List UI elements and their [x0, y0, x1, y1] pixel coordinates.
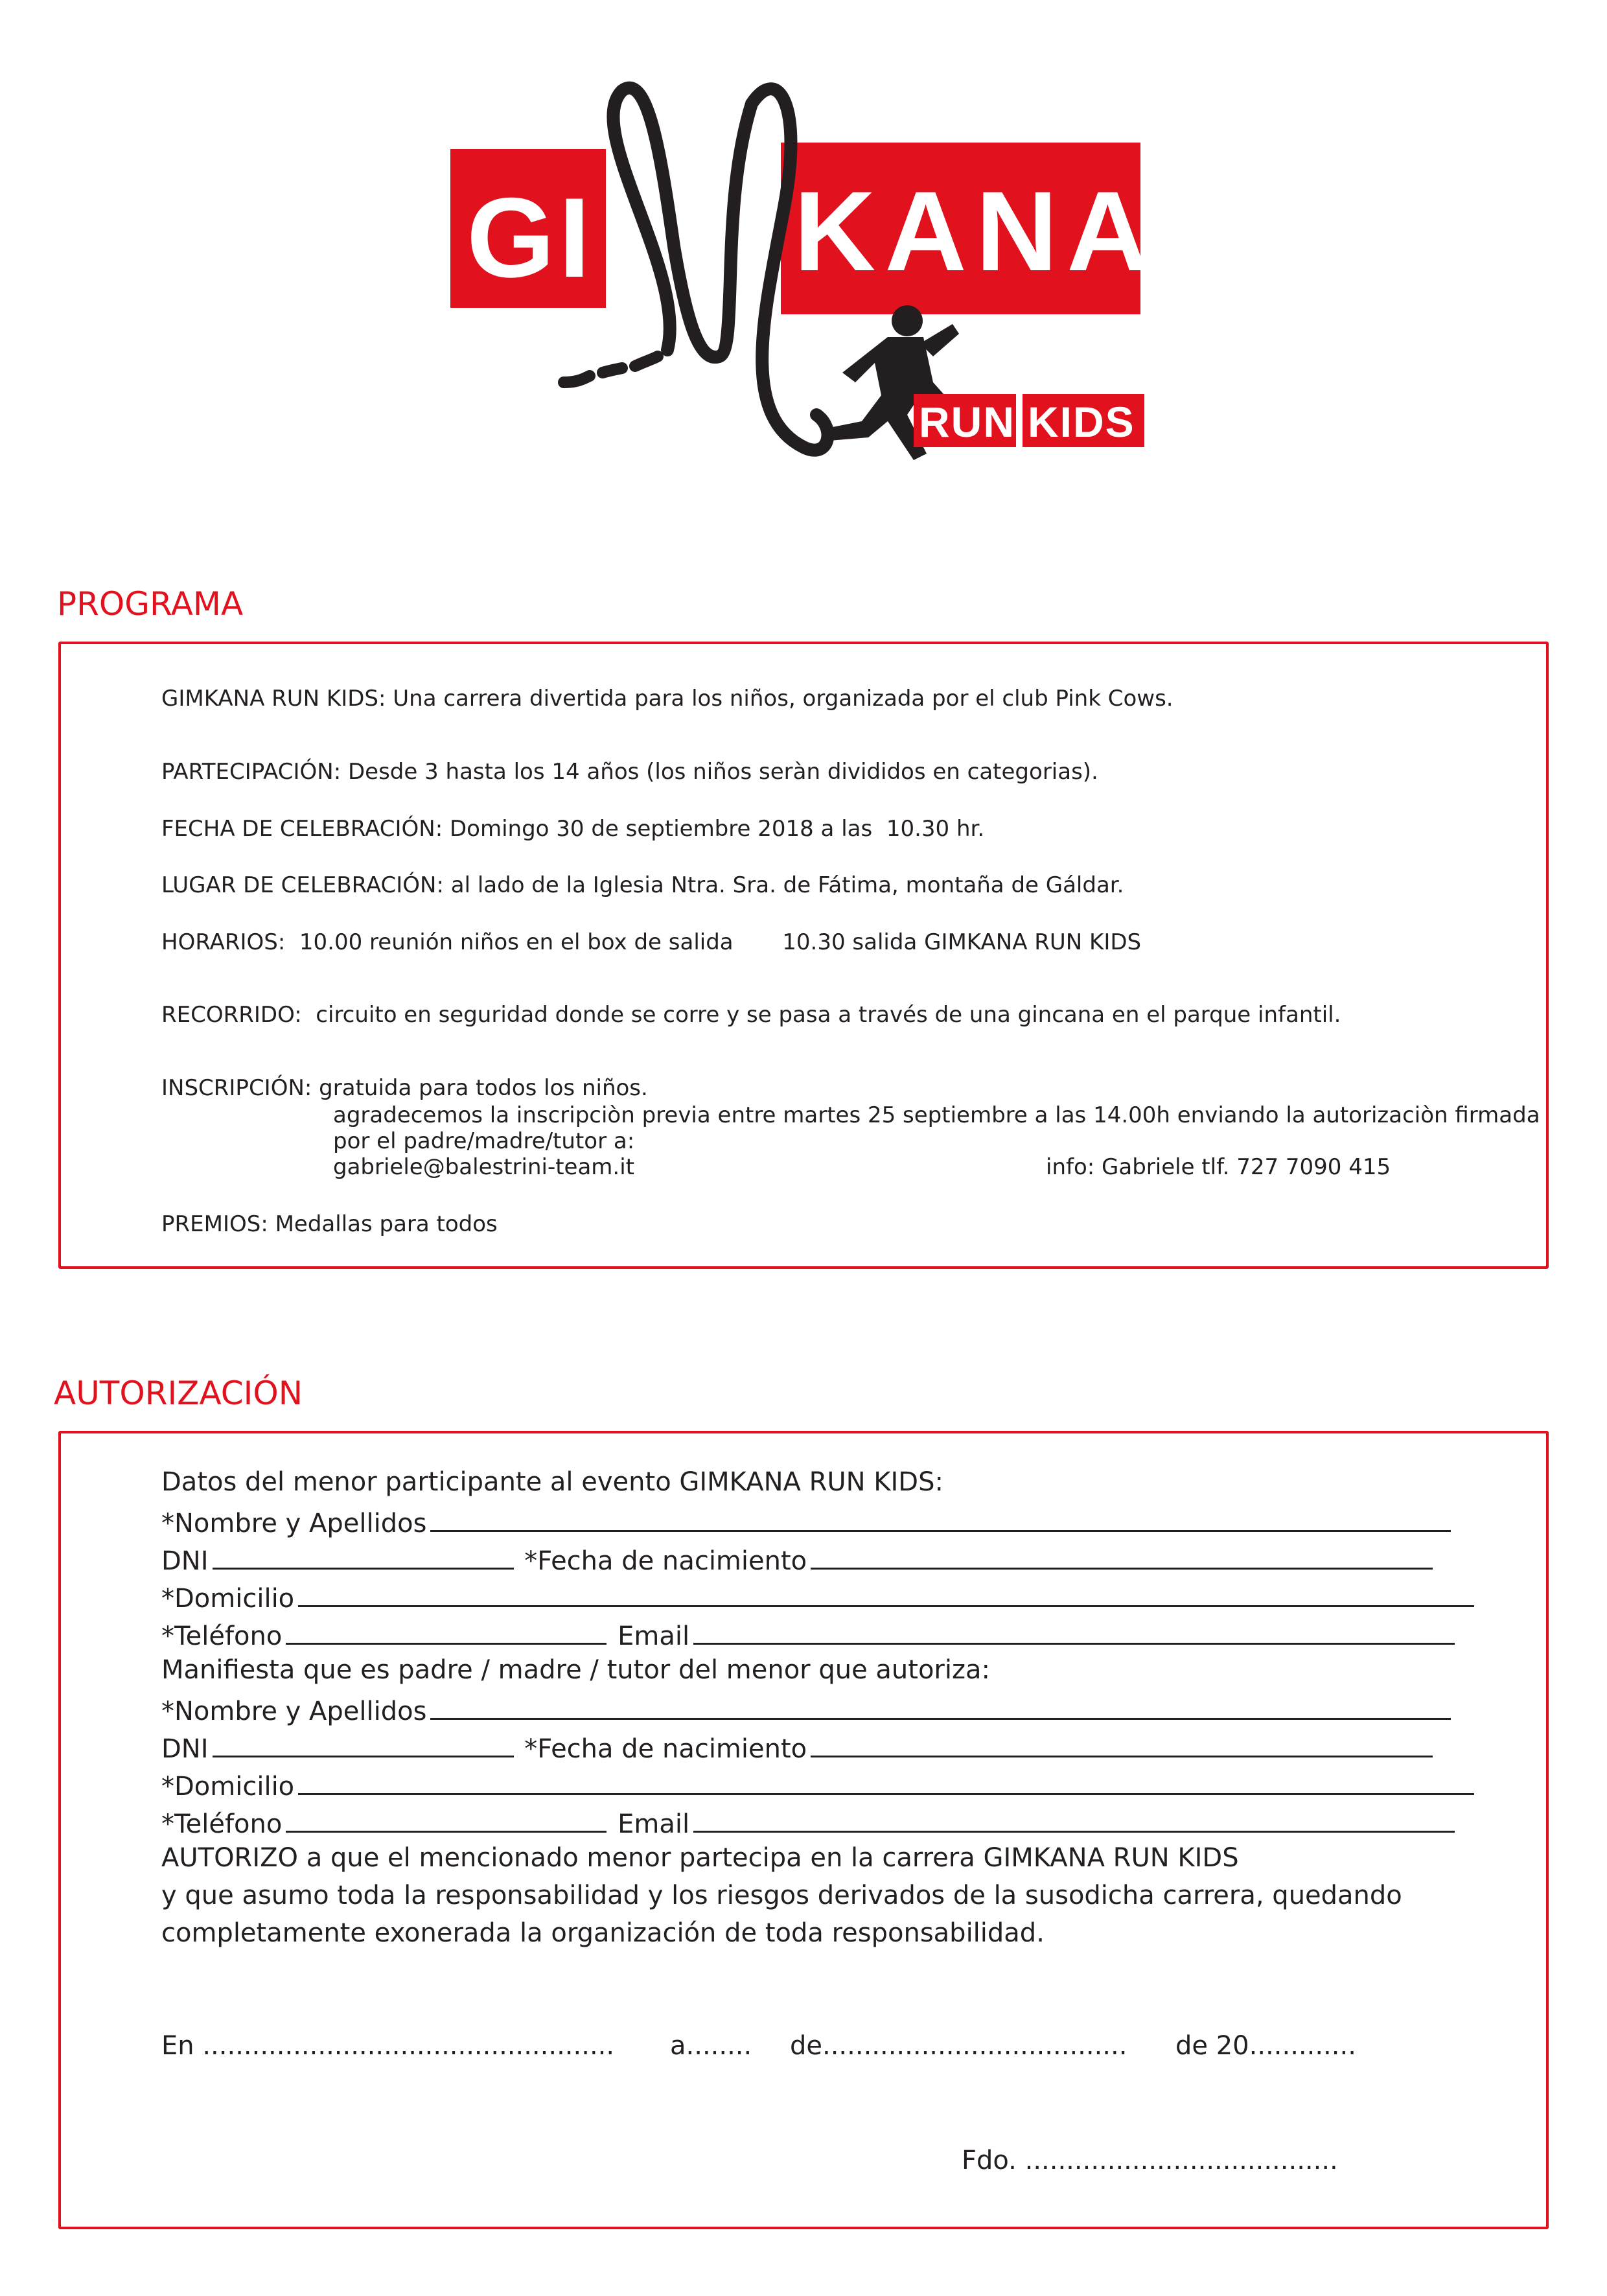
autorizacion-title: AUTORIZACIÓN — [54, 1374, 303, 1412]
autorizo-line-3: completamente exonerada la organización de toda responsabilidad. — [161, 1918, 1045, 1948]
guardian-dni-field[interactable] — [213, 1732, 514, 1757]
minor-email-field[interactable] — [693, 1619, 1455, 1645]
minor-address-label: *Domicilio — [161, 1584, 295, 1614]
minor-dni-row — [161, 1544, 1435, 1574]
minor-address-row — [161, 1582, 1477, 1612]
logo-subtitle-run: RUN — [919, 398, 1015, 446]
signature-year-field[interactable]: de 20............. — [1175, 2031, 1356, 2061]
guardian-name-label: *Nombre y Apellidos — [161, 1697, 427, 1726]
gimkana-run-kids-logo — [415, 78, 1179, 480]
programa-line-inscripcion-tutor: por el padre/madre/tutor a: — [333, 1128, 635, 1154]
minor-name-field[interactable] — [430, 1507, 1451, 1532]
guardian-email-label: Email — [618, 1809, 690, 1839]
autorizo-line-1: AUTORIZO a que el mencionado menor partecipa en la carrera GIMKANA RUN KIDS — [161, 1843, 1239, 1873]
programa-line-fecha: FECHA DE CELEBRACIÓN: Domingo 30 de septiembre 2018 a las 10.30 hr. — [161, 816, 985, 842]
minor-dni-field[interactable] — [213, 1544, 514, 1570]
guardian-address-field[interactable] — [298, 1770, 1474, 1795]
minor-name-label: *Nombre y Apellidos — [161, 1509, 427, 1538]
guardian-phone-field[interactable] — [286, 1807, 607, 1833]
programa-line-lugar: LUGAR DE CELEBRACIÓN: al lado de la Iglesia Ntra. Sra. de Fátima, montaña de Gáldar. — [161, 872, 1124, 898]
minor-phone-field[interactable] — [286, 1619, 607, 1645]
logo-word-right: KANA — [794, 168, 1158, 295]
autorizacion-intro: Datos del menor participante al evento GIMKANA RUN KIDS: — [161, 1467, 943, 1497]
autorizacion-box — [58, 1431, 1549, 2229]
autorizo-line-2: y que asumo toda la responsabilidad y los riesgos derivados de la susodicha carrera, quedando — [161, 1881, 1402, 1910]
minor-phone-label: *Teléfono — [161, 1621, 283, 1651]
guardian-address-row — [161, 1770, 1477, 1800]
signature-field[interactable]: Fdo. ...................................... — [962, 2146, 1338, 2175]
signature-place-field[interactable]: En .................................................. — [161, 2031, 615, 2061]
signature-month-field[interactable]: de..................................... — [790, 2031, 1127, 2061]
minor-birthdate-label: *Fecha de nacimiento — [524, 1546, 807, 1576]
guardian-email-field[interactable] — [693, 1807, 1455, 1833]
guardian-dni-label: DNI — [161, 1734, 209, 1764]
minor-birthdate-field[interactable] — [811, 1544, 1433, 1570]
logo-subtitle-kids: KIDS — [1028, 398, 1135, 446]
manifiesta-text: Manifiesta que es padre / madre / tutor del menor que autoriza: — [161, 1655, 990, 1685]
programa-title: PROGRAMA — [57, 585, 244, 623]
logo-word-left: GI — [467, 175, 594, 301]
programa-line-inscripcion: INSCRIPCIÓN: gratuida para todos los niños. — [161, 1075, 648, 1101]
contact-phone: info: Gabriele tlf. 727 7090 415 — [1046, 1154, 1391, 1180]
guardian-name-field[interactable] — [430, 1695, 1451, 1720]
programa-line-horarios: HORARIOS: 10.00 reunión niños en el box de salida 10.30 salida GIMKANA RUN KIDS — [161, 929, 1142, 955]
guardian-birthdate-label: *Fecha de nacimiento — [524, 1734, 807, 1764]
minor-dni-label: DNI — [161, 1546, 209, 1576]
guardian-address-label: *Domicilio — [161, 1772, 295, 1802]
signature-day-field[interactable]: a........ — [670, 2031, 752, 2061]
programa-line-participacion: PARTECIPACIÓN: Desde 3 hasta los 14 años (los niños seràn divididos en categorias). — [161, 759, 1098, 785]
programa-line-descripcion: GIMKANA RUN KIDS: Una carrera divertida para los niños, organizada por el club Pink Cows. — [161, 686, 1173, 712]
minor-name-row — [161, 1507, 1453, 1536]
guardian-name-row — [161, 1695, 1453, 1724]
minor-address-field[interactable] — [298, 1582, 1474, 1607]
guardian-dni-row — [161, 1732, 1435, 1762]
programa-line-inscripcion-previa: agradecemos la inscripciòn previa entre martes 25 septiembre a las 14.00h enviando la autorizaciòn firmada — [333, 1102, 1540, 1128]
guardian-phone-label: *Teléfono — [161, 1809, 283, 1839]
minor-email-label: Email — [618, 1621, 690, 1651]
programa-box — [58, 642, 1549, 1269]
minor-phone-row — [161, 1619, 1457, 1649]
programa-line-premios: PREMIOS: Medallas para todos — [161, 1211, 498, 1237]
contact-email: gabriele@balestrini-team.it — [333, 1154, 635, 1180]
programa-line-recorrido: RECORRIDO: circuito en seguridad donde se corre y se pasa a través de una gincana en el parque infantil. — [161, 1002, 1341, 1028]
guardian-phone-row — [161, 1807, 1457, 1837]
guardian-birthdate-field[interactable] — [811, 1732, 1433, 1757]
